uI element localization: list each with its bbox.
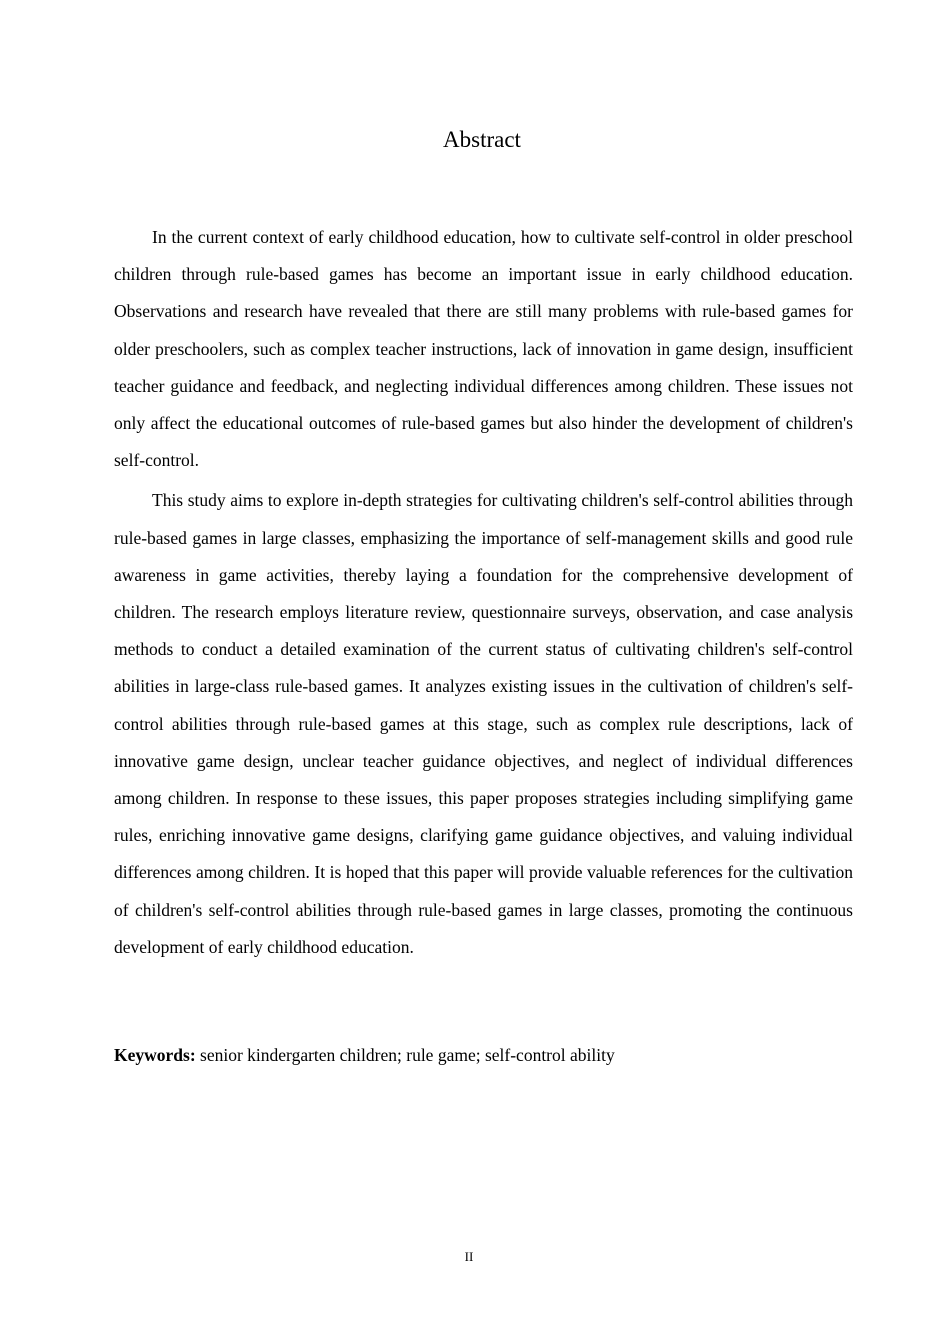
page-title: Abstract [443,127,521,152]
abstract-body [114,219,853,969]
keywords-line [114,1040,853,1070]
page-number: II [464,1249,474,1264]
keywords-label: Keywords: [114,1045,196,1065]
abstract-paragraph-2: This study aims to explore in-depth strategies for cultivating children's self-control abilities through rule-based games in large classes, emphasizing the importance of self-management skills and good rule awareness in game activities, thereby laying a foundation for the comprehensive development of children. The research employs literature review, questionnaire surveys, observation, and case analysis methods to conduct a detailed examination of the current status of cultivating children's self-control abilities in large-class rule-based games. It analyzes existing issues in the cultivation of children's self-control abilities through rule-based games at this stage, such as complex rule descriptions, lack of innovative game design, unclear teacher guidance objectives, and neglect of individual differences among children. In response to these issues, this paper proposes strategies including simplifying game rules, enriching innovative game designs, clarifying game guidance objectives, and valuing individual differences among children. It is hoped that this paper will provide valuable references for the cultivation of children's self-control abilities through rule-based games in large classes, promoting the continuous development of early childhood education. [114,490,853,957]
abstract-paragraph-1: In the current context of early childhood education, how to cultivate self-control in older preschool children through rule-based games has become an important issue in early childhood education. Observations and research have revealed that there are still many problems with rule-based games for older preschoolers, such as complex teacher instructions, lack of innovation in game design, insufficient teacher guidance and feedback, and neglecting individual differences among children. These issues not only affect the educational outcomes of rule-based games but also hinder the development of children's self-control. [114,227,853,471]
keywords-text: senior kindergarten children; rule game; self-control ability [200,1045,615,1065]
